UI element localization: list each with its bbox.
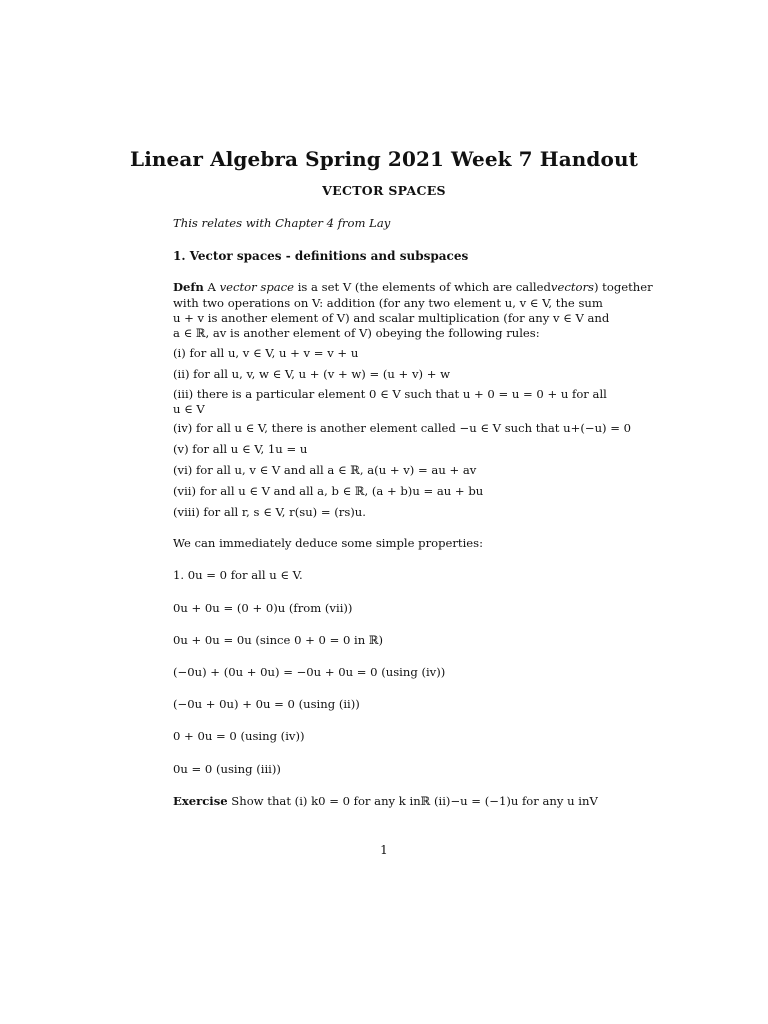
rule-v: (v) for all u ∈ V, 1u = u bbox=[173, 442, 308, 456]
section-heading: 1. Vector spaces - definitions and subspaces bbox=[173, 249, 469, 263]
exercise-text: Show that (i) k0 = 0 for any k inℝ (ii)−u = (−1)u for any u inV bbox=[231, 794, 598, 808]
rule-iii: (iii) there is a particular element 0 ∈ V such that u + 0 = u = 0 + u for all bbox=[173, 387, 607, 401]
deduce-text: We can immediately deduce some simple properties: bbox=[173, 536, 483, 550]
proof-step-6: 0u = 0 (using (iii)) bbox=[173, 762, 281, 776]
page-number: 1 bbox=[380, 843, 388, 857]
definition-line-3: u + v is another element of V) and scalar multiplication (for any v ∈ V and bbox=[173, 311, 610, 325]
definition-text-a: A bbox=[207, 280, 216, 294]
property-1: 1. 0u = 0 for all u ∈ V. bbox=[173, 568, 303, 582]
definition-label: Defn bbox=[173, 280, 204, 294]
proof-step-3: (−0u) + (0u + 0u) = −0u + 0u = 0 (using (iv)) bbox=[173, 665, 446, 679]
proof-step-1: 0u + 0u = (0 + 0)u (from (vii)) bbox=[173, 601, 353, 615]
exercise-line bbox=[173, 794, 618, 810]
rule-iv: (iv) for all u ∈ V, there is another element called −u ∈ V such that u+(−u) = 0 bbox=[173, 421, 632, 435]
exercise-label: Exercise bbox=[173, 794, 228, 808]
definition-text-c: ) together bbox=[593, 280, 653, 294]
definition-line-2: with two operations on V: addition (for any two element u, v ∈ V, the sum bbox=[173, 296, 603, 310]
rule-viii: (viii) for all r, s ∈ V, r(su) = (rs)u. bbox=[173, 505, 366, 519]
proof-step-5: 0 + 0u = 0 (using (iv)) bbox=[173, 729, 305, 743]
document-title: Linear Algebra Spring 2021 Week 7 Handout bbox=[130, 147, 638, 171]
definition-line-1 bbox=[173, 280, 653, 296]
rule-i: (i) for all u, v ∈ V, u + v = v + u bbox=[173, 346, 359, 360]
intro-text: This relates with Chapter 4 from Lay bbox=[173, 216, 391, 230]
definition-line-4: a ∈ ℝ, av is another element of V) obeying the following rules: bbox=[173, 326, 540, 340]
rule-iii-cont: u ∈ V bbox=[173, 402, 205, 416]
document-subtitle: VECTOR SPACES bbox=[322, 183, 446, 198]
rule-vi: (vi) for all u, v ∈ V and all a ∈ ℝ, a(u + v) = au + av bbox=[173, 463, 477, 477]
rule-ii: (ii) for all u, v, w ∈ V, u + (v + w) = (u + v) + w bbox=[173, 367, 451, 381]
proof-step-2: 0u + 0u = 0u (since 0 + 0 = 0 in ℝ) bbox=[173, 633, 384, 647]
rule-vii: (vii) for all u ∈ V and all a, b ∈ ℝ, (a + b)u = au + bu bbox=[173, 484, 484, 498]
definition-vectors-term: vectors bbox=[550, 280, 594, 294]
definition-term: vector space bbox=[219, 280, 295, 294]
definition-text-b: is a set V (the elements of which are called bbox=[297, 280, 551, 294]
proof-step-4: (−0u + 0u) + 0u = 0 (using (ii)) bbox=[173, 697, 360, 711]
